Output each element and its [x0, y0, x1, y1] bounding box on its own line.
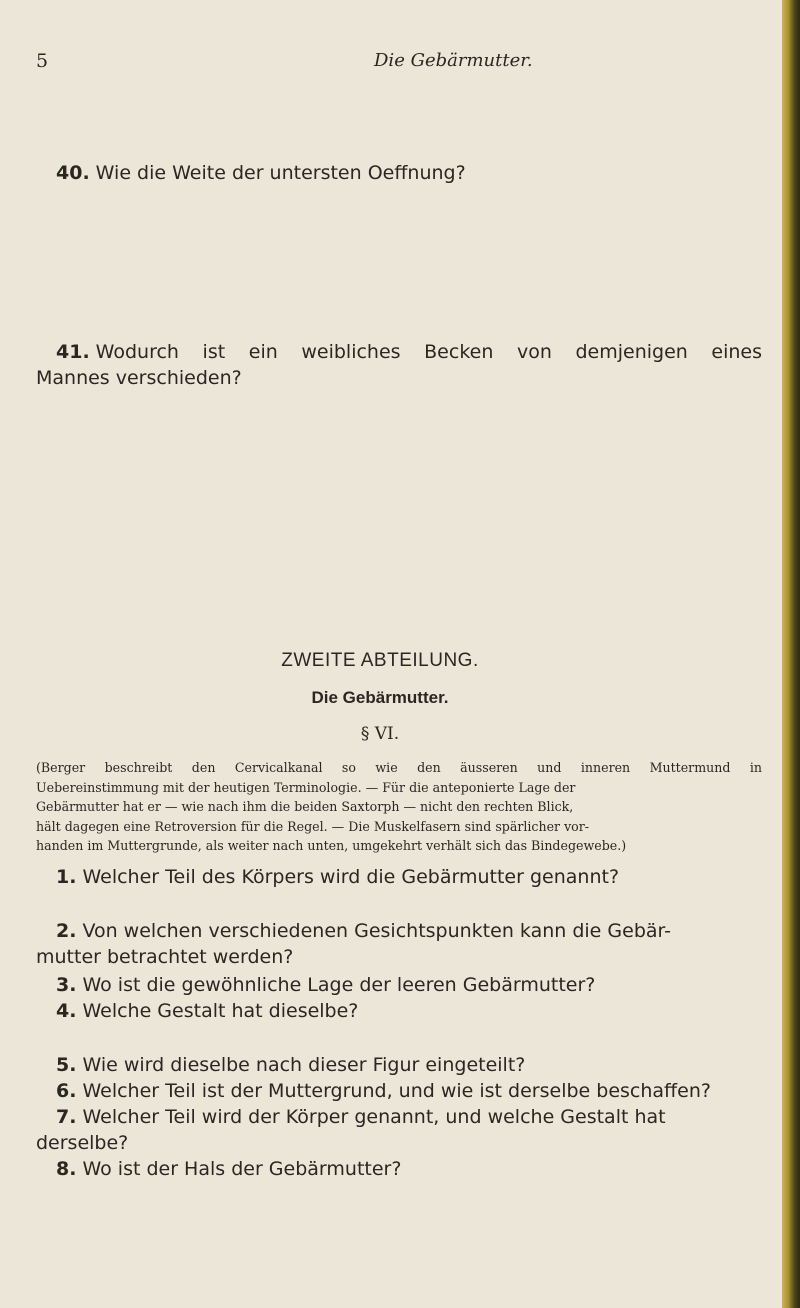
question-7: [36, 1104, 762, 1156]
question-text: Wo ist der Hals der Gebärmutter?: [82, 1158, 402, 1180]
running-title: Die Gebärmutter.: [374, 50, 533, 71]
question-text: Welcher Teil des Körpers wird die Gebärmutter genannt?: [82, 866, 620, 888]
question-text-cont: derselbe?: [36, 1132, 129, 1154]
question-number: 41.: [56, 341, 90, 363]
question-text: Wo ist die gewöhnliche Lage der leeren Gebärmutter?: [82, 974, 596, 996]
question-text: Wodurch ist ein weibliches Becken von demjenigen eines: [95, 341, 762, 363]
question-3: [56, 972, 595, 998]
question-8: [56, 1156, 401, 1182]
note-line: Uebereinstimmung mit der heutigen Terminologie. — Für die anteponierte Lage der: [36, 779, 576, 795]
question-number: 7.: [56, 1106, 77, 1128]
question-text: Welcher Teil wird der Körper genannt, und welche Gestalt hat: [82, 1106, 666, 1128]
question-text: Welcher Teil ist der Muttergrund, und wie ist derselbe beschaffen?: [82, 1080, 711, 1102]
question-text-cont: Mannes verschieden?: [36, 367, 242, 389]
section-number: § VI.: [360, 724, 400, 744]
question-text: Von welchen verschiedenen Gesichtspunkten kann die Gebär-: [82, 920, 671, 942]
page-number: 5: [36, 50, 49, 72]
page-edge: [782, 0, 800, 1308]
editorial-note: [36, 758, 762, 856]
question-40: [56, 160, 466, 186]
question-number: 3.: [56, 974, 77, 996]
question-1: [56, 864, 619, 890]
question-number: 5.: [56, 1054, 77, 1076]
note-line: handen im Muttergrunde, als weiter nach unten, umgekehrt verhält sich das Bindegewebe.): [36, 838, 627, 854]
question-41: [36, 339, 762, 391]
note-line: (Berger beschreibt den Cervicalkanal so wie den äusseren und inneren Muttermund in: [36, 760, 762, 775]
question-number: 8.: [56, 1158, 77, 1180]
chapter-subtitle: Die Gebärmutter.: [311, 688, 449, 707]
question-number: 6.: [56, 1080, 77, 1102]
question-2: [36, 918, 762, 970]
question-4: [56, 998, 358, 1024]
question-number: 1.: [56, 866, 77, 888]
question-text: Welche Gestalt hat dieselbe?: [82, 1000, 359, 1022]
note-line: Gebärmutter hat er — wie nach ihm die beiden Saxtorph — nicht den rechten Blick,: [36, 799, 574, 815]
question-6: [56, 1078, 711, 1104]
note-line: hält dagegen eine Retroversion für die Regel. — Die Muskelfasern sind spärlicher vor-: [36, 818, 590, 834]
question-text-cont: mutter betrachtet werden?: [36, 946, 294, 968]
question-number: 2.: [56, 920, 77, 942]
question-text: Wie wird dieselbe nach dieser Figur eingeteilt?: [82, 1054, 526, 1076]
question-number: 40.: [56, 162, 90, 184]
question-number: 4.: [56, 1000, 77, 1022]
question-text: Wie die Weite der untersten Oeffnung?: [95, 162, 466, 184]
question-5: [56, 1052, 525, 1078]
division-title: ZWEITE ABTEILUNG.: [281, 650, 479, 671]
running-head: [0, 50, 800, 80]
